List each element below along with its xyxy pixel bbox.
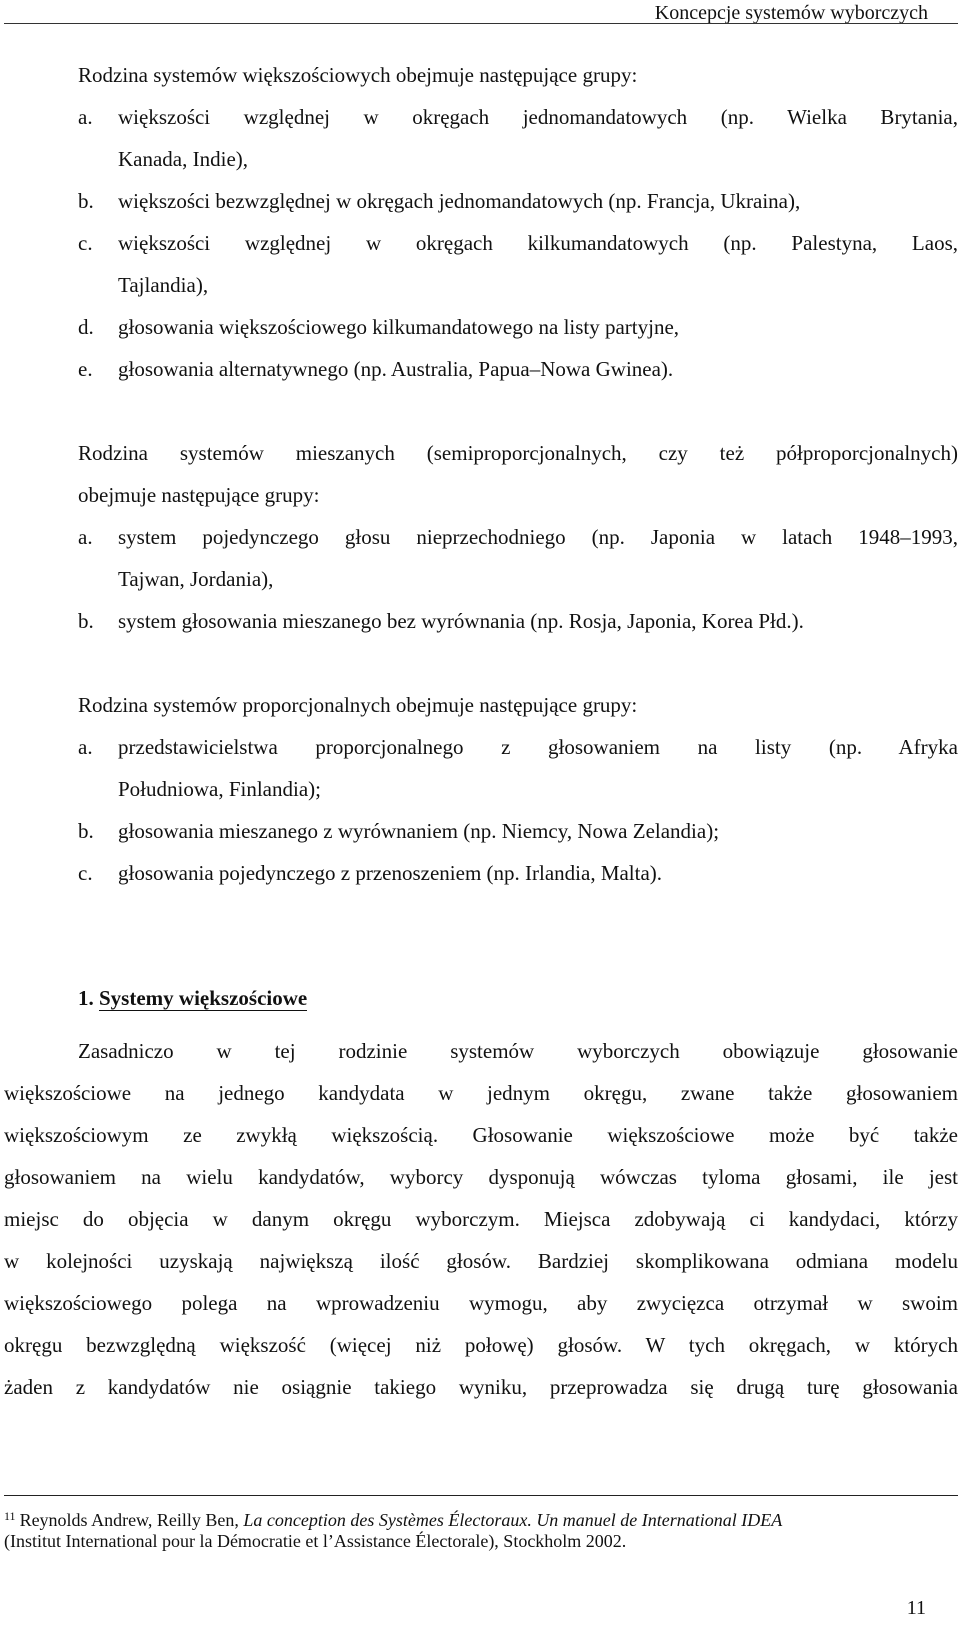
footnote-number: 11 <box>4 1509 16 1523</box>
paragraph-line: żaden z kandydatów nie osiągnie takiego wyniku, przeprowadza się drugą turę głosowania <box>4 1375 958 1399</box>
list-text: głosowania alternatywnego (np. Australia, Papua–Nowa Gwinea). <box>118 357 674 381</box>
list-text-continuation: Tajlandia), <box>118 273 209 297</box>
list-text-continuation: Tajwan, Jordania), <box>118 567 274 591</box>
list-text: większości względnej w okręgach jednomandatowych (np. Wielka Brytania, <box>118 105 958 129</box>
section-number: 1. <box>78 986 94 1010</box>
list-letter: c. <box>78 861 93 885</box>
footnote-authors: Reynolds Andrew, Reilly Ben, <box>19 1510 239 1530</box>
list-text: system pojedynczego głosu nieprzechodniego (np. Japonia w latach 1948–1993, <box>118 525 958 549</box>
paragraph-line: większościowe na jednego kandydata w jednym okręgu, zwane także głosowaniem <box>4 1081 958 1105</box>
paragraph-line: głosowaniem na wielu kandydatów, wyborcy dysponują wówczas tyloma głosami, ile jest <box>4 1165 958 1189</box>
mixed-family-intro-line1: Rodzina systemów mieszanych (semiproporcjonalnych, czy też półproporcjonalnych) <box>78 441 958 465</box>
list-text: głosowania większościowego kilkumandatowego na listy partyjne, <box>118 315 680 339</box>
footnote-rule <box>4 1495 958 1496</box>
paragraph-line: w kolejności uzyskają największą ilość głosów. Bardziej skomplikowana odmiana modelu <box>4 1249 958 1273</box>
list-letter: b. <box>78 189 94 213</box>
list-letter: a. <box>78 105 93 129</box>
running-header: Koncepcje systemów wyborczych <box>654 2 928 24</box>
section-heading <box>78 976 307 1020</box>
proportional-family-intro: Rodzina systemów proporcjonalnych obejmuje następujące grupy: <box>78 693 638 717</box>
list-text-continuation: Kanada, Indie), <box>118 147 249 171</box>
list-text: większości względnej w okręgach kilkumandatowych (np. Palestyna, Laos, <box>118 231 958 255</box>
list-letter: b. <box>78 819 94 843</box>
paragraph-line: Zasadniczo w tej rodzinie systemów wyborczych obowiązuje głosowanie <box>78 1039 958 1063</box>
majority-family-intro: Rodzina systemów większościowych obejmuje następujące grupy: <box>78 63 638 87</box>
section-title: Systemy większościowe <box>99 986 308 1010</box>
paragraph-line: miejsc do objęcia w danym okręgu wyborczym. Miejsca zdobywają ci kandydaci, którzy <box>4 1207 958 1231</box>
list-text: przedstawicielstwa proporcjonalnego z głosowaniem na listy (np. Afryka <box>118 735 958 759</box>
paragraph-line: okręgu bezwzględną większość (więcej niż połowę) głosów. W tych okręgach, w których <box>4 1333 958 1357</box>
page-number: 11 <box>906 1597 926 1619</box>
footnote-line2: (Institut International pour la Démocratie et l’Assistance Électorale), Stockholm 2002. <box>4 1531 627 1551</box>
list-letter: b. <box>78 609 94 633</box>
footnote-title: La conception des Systèmes Électoraux. Un manuel de International IDEA <box>243 1510 783 1530</box>
list-text-continuation: Południowa, Finlandia); <box>118 777 321 801</box>
paragraph-line: większościowym ze zwykłą większością. Głosowanie większościowe może być także <box>4 1123 958 1147</box>
list-text: system głosowania mieszanego bez wyrównania (np. Rosja, Japonia, Korea Płd.). <box>118 609 804 633</box>
paragraph-line: większościowego polega na wprowadzeniu wymogu, aby zwycięzca otrzymał w swoim <box>4 1291 958 1315</box>
list-letter: e. <box>78 357 93 381</box>
header-rule <box>4 23 958 24</box>
list-letter: d. <box>78 315 94 339</box>
mixed-family-intro-line2: obejmuje następujące grupy: <box>78 483 320 507</box>
list-letter: a. <box>78 735 93 759</box>
list-letter: c. <box>78 231 93 255</box>
list-text: głosowania mieszanego z wyrównaniem (np. Niemcy, Nowa Zelandia); <box>118 819 720 843</box>
list-text: głosowania pojedynczego z przenoszeniem (np. Irlandia, Malta). <box>118 861 663 885</box>
list-text: większości bezwzględnej w okręgach jednomandatowych (np. Francja, Ukraina), <box>118 189 801 213</box>
list-letter: a. <box>78 525 93 549</box>
